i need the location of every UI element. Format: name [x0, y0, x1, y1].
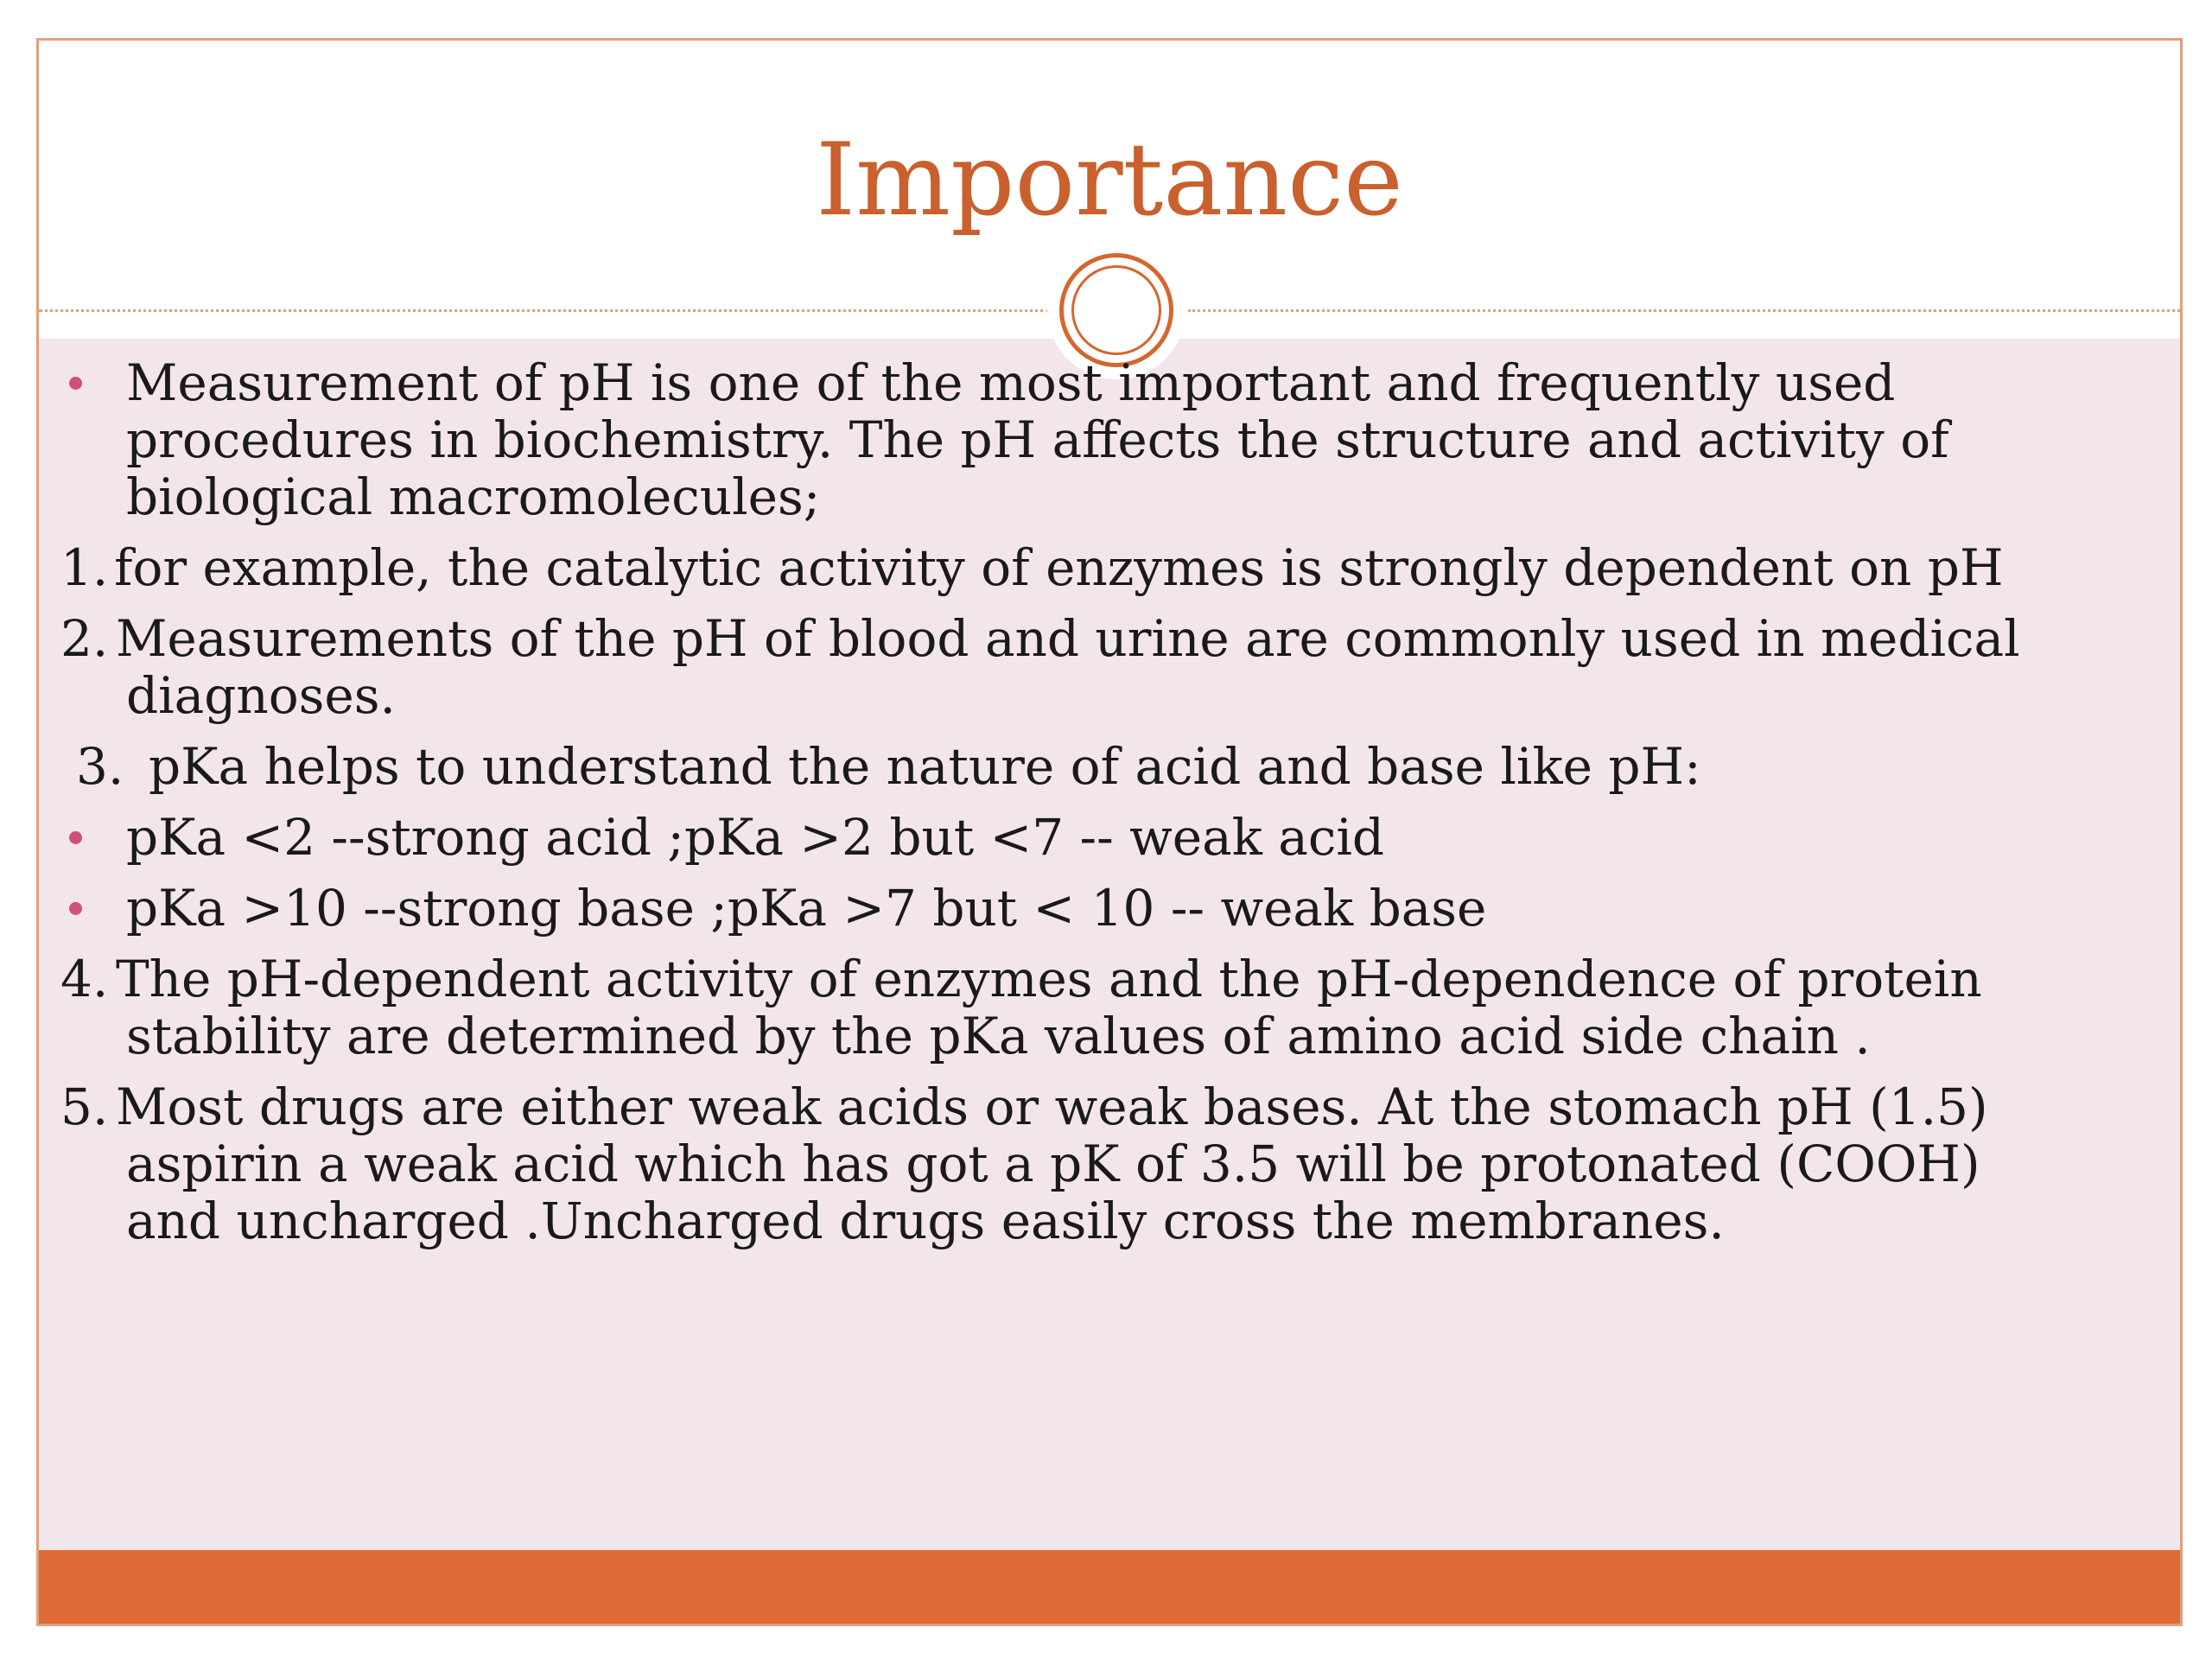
item-line: The pH-dependent activity of enzymes and the pH-dependence of protein: [116, 950, 1982, 1008]
item-line: pKa >10 --strong base ;pKa >7 but < 10 -- weak base: [126, 879, 1487, 938]
item-line: aspirin a weak acid which has got a pK of 3.5 will be protonated (COOH): [126, 1135, 1980, 1193]
bullet-item: [60, 809, 2117, 866]
dotted-divider-right: [1188, 309, 2183, 312]
numbered-item-4: [60, 950, 2117, 1065]
slide-content: [60, 354, 2117, 1263]
item-line: Measurement of pH is one of the most important and frequently used: [126, 353, 1896, 412]
item-number: 4.: [60, 950, 109, 1008]
bullet-icon: [69, 902, 82, 915]
footer-bar: [39, 1550, 2180, 1626]
item-line: procedures in biochemistry. The pH affects the structure and activity of: [126, 410, 1949, 469]
bullet-icon: [69, 831, 82, 844]
numbered-item-2: [60, 610, 2117, 724]
item-number: 3.: [76, 737, 124, 796]
item-line: diagnoses.: [126, 666, 396, 725]
item-line: biological macromolecules;: [126, 467, 821, 526]
bullet-item: [60, 880, 2117, 937]
dotted-divider-left: [39, 309, 1050, 312]
item-line: pKa helps to understand the nature of acid and base like pH:: [149, 737, 1701, 796]
bullet-icon: [69, 377, 82, 390]
numbered-item-3: [60, 738, 2117, 795]
slide-title: Importance: [816, 122, 1403, 238]
item-line: for example, the catalytic activity of enzymes is strongly dependent on pH: [114, 538, 2004, 597]
item-line: stability are determined by the pKa values of amino acid side chain .: [126, 1007, 1871, 1065]
item-number: 2.: [60, 609, 109, 668]
numbered-item-5: [60, 1078, 2117, 1249]
item-line: Most drugs are either weak acids or weak bases. At the stomach pH (1.5): [116, 1077, 1988, 1136]
item-line: pKa <2 --strong acid ;pKa >2 but <7 -- weak acid: [126, 808, 1385, 867]
item-number: 1.: [60, 538, 109, 597]
item-number: 5.: [60, 1077, 109, 1136]
item-line: and uncharged .Uncharged drugs easily cross the membranes.: [126, 1192, 1725, 1250]
item-line: Measurements of the pH of blood and urine are commonly used in medical: [116, 609, 2020, 668]
numbered-item-1: [60, 539, 2117, 596]
bullet-item: [60, 354, 2117, 525]
ornament-inner-ring: [1071, 265, 1161, 355]
